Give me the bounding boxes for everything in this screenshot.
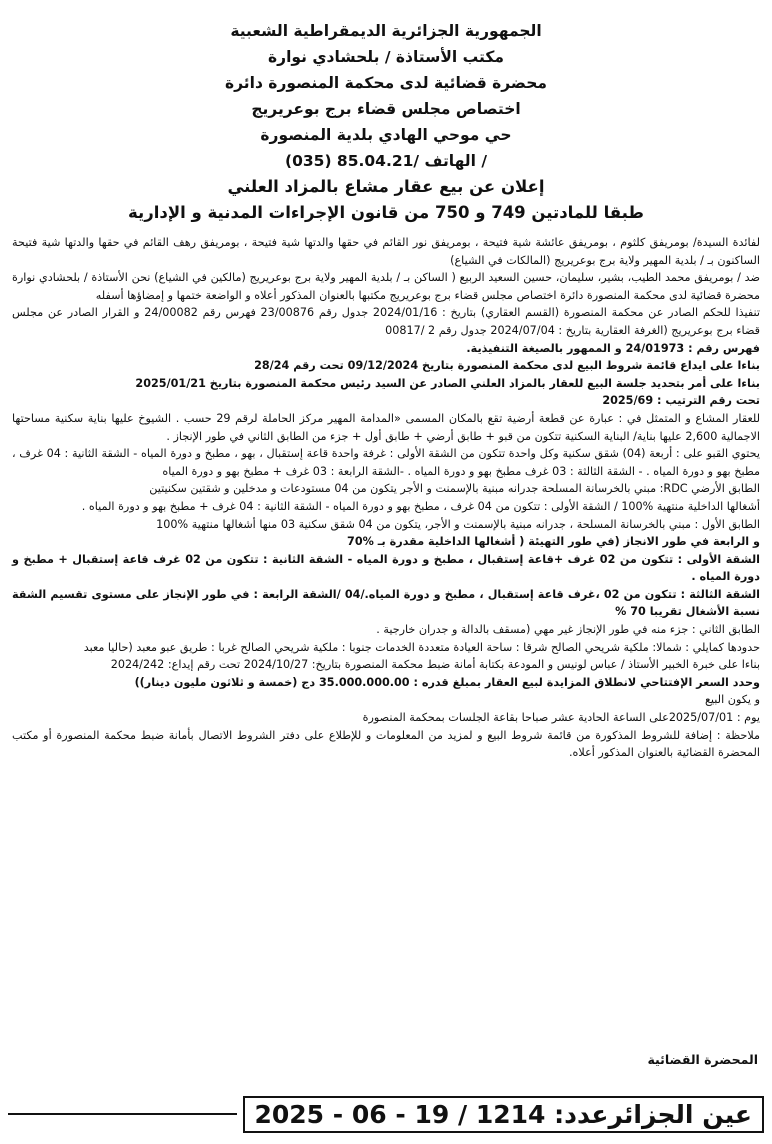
header-phone: / الهاتف /85.04.21 (035) <box>284 152 488 170</box>
paragraph-apartments-3-4: الشقة الثالثة : تتكون من 02 ،غرف قاعة إستقبال ، مطبخ و دورة المياه./04 /الشقة الرابعة : في طور الإنجاز على مستوى تقسيم الشقة نسبة الأشغال تقريبا 70 % <box>12 587 761 619</box>
paragraph-defendants: ضد / بومريفق محمد الطيب، بشير، سليمان، حسين السعيد الربيع ( الساكن بـ / بلدية المهير ولاية برج بوعريريج (مالكين في الشياع) نحن الأستاذة / بلحشادي نوارة محضرة قضائية لدى محكمة المنصورة دائرة اختصاص مجلس قضاء برج بوعريريج مكتبها بالعنوان المذكور أعلاه و الواضعة ختمها و إمضاؤها أسفله <box>12 271 760 302</box>
paragraph-note: ملاحظة : إضافة للشروط المذكورة من قائمة شروط البيع و لمزيد من المعلومات و للإطلاع على دفتر الشروط الاتصال بأمانة ضبط محكمة المنصورة أو مكتب المحضرة القضائية بالعنوان المذكور أعلاه. <box>12 728 760 760</box>
legal-reference: طبقا للمادتين 749 و 750 من قانون الإجراءات المدنية و الإدارية <box>128 203 644 222</box>
paragraph-sale: و يكون البيع <box>704 693 760 707</box>
paragraph-order: بناءا على أمر بتحديد جلسة البيع للعقار بالمزاد العلني الصادر عن السيد رئيس محكمة المنصورة بتاريخ 2025/01/21 <box>135 376 760 390</box>
header-bailiff: محضرة قضائية لدى محكمة المنصورة دائرة <box>225 74 547 92</box>
signature-label: المحضرة القضائية <box>647 1052 758 1067</box>
footer-bar <box>8 1090 764 1138</box>
paragraph-expertise: بناءا على خبرة الخبير الأستاذ / عباس لونيس و المودعة بكتابة أمانة ضبط محكمة المنصورة بتاريخ: 2024/10/27 تحت رقم إيداع: 2024/242 <box>110 658 760 672</box>
paragraph-deposit: بناءا على ايداع قائمة شروط البيع لدى محكمة المنصورة بتاريخ 09/12/2024 تحت رقم 28/24 <box>254 359 760 373</box>
paragraph-sale-date: يوم : 2025/07/01على الساعة الحادية عشر صباحا بقاعة الجلسات بمحكمة المنصورة <box>362 711 760 725</box>
header-republic: الجمهورية الجزائرية الديمقراطية الشعبية <box>230 22 542 40</box>
paragraph-property: للعقار المشاع و المتمثل في : عبارة عن قطعة أرضية تقع بالمكان المسمى «المدامة المهير مركز الحاملة لرقم 29 حسب . الشيوخ عليها بناية سكنية مساحتها الاجمالية 2,600 عليها بناية/ البناية السكنية تتكون من قبو + طابق أرضي + طابق أول + جزء من الطابق الثاني في طور الإنجاز . <box>12 411 760 443</box>
paragraph-boundaries: حدودها كمايلي : شمالا: ملكية شريحي الصالح شرقا : ساحة العيادة متعددة الخدمات جنوبا : ملكية شريحي الصالح غربا : طريق عبو معبد (حاليا معبد <box>83 640 760 654</box>
paragraph-ground-floor: الطابق الأرضي RDC: مبني بالخرسانة المسلحة جدرانه مبنية بالإسمنت و الأجر يتكون من 04 مستودعات و مدخلين و شقتين سكنيتين <box>149 482 760 496</box>
announcement-body <box>12 234 760 762</box>
paragraph-index: فهرس رقم : 24/01973 و الممهور بالصيغة التنفيذية. <box>466 341 760 355</box>
announcement-title: إعلان عن بيع عقار مشاع بالمزاد العلني <box>227 177 545 196</box>
paragraph-second-floor: الطابق الثاني : جزء منه في طور الإنجاز غير مهي (مسقف بالدالة و جدران خارجية . <box>376 623 760 637</box>
paragraph-basement: يحتوي القبو على : أربعة (04) شقق سكنية وكل واحدة تتكون من الشقة الأولى : غرفة واحدة قاعة إستقبال ، بهو ، مطبخ و دورة المياه - الشقة الثانية : 04 غرف ، مطبخ بهو و دورة المياه . - الشقة الثالثة : 03 غرف مطبخ بهو و دورة المياه . -الشقة الرابعة : 03 غرف + مطبخ بهو و دورة المياه <box>12 447 761 478</box>
paragraph-fourth-apartment: و الرابعة في طور الانجاز (في طور التهيئة ( أشغالها الداخلية مقدرة بـ %70 <box>347 535 760 549</box>
paragraph-opening-price: وحدد السعر الإفتتاحي لانطلاق المزايدة لبيع العقار بمبلغ قدره : 35.000.000.00 دج (خمسة و ثلاثون مليون دينار)) <box>134 675 760 689</box>
paragraph-first-floor: الطابق الأول : مبني بالخرسانة المسلحة ، جدرانه مبنية بالإسمنت و الأجر، يتكون من 04 شقق سكنية 03 منها أشغالها منتهية %100 <box>156 517 760 531</box>
paragraph-ground-finish: أشغالها الداخلية منتهية %100 / الشقة الأولى : تتكون من 04 غرف ، مطبخ بهو و دورة المياه - الشقة الثانية : 04 غرف + مطبخ بهو و دورة المياه . <box>81 499 760 513</box>
footer-rule <box>8 1113 237 1115</box>
paragraph-judgment: تنفيذا للحكم الصادر عن محكمة المنصورة (القسم العقاري) بتاريخ : 2024/01/16 جدول رقم 23/00876 فهرس رقم 24/00082 و القرار الصادر عن مجلس قضاء برج بوعريريج (الغرفة العقارية بتاريخ : 2024/07/04 جدول رقم 2 /00817 <box>12 306 760 337</box>
paragraph-apartments-1-2: الشقة الأولى : تتكون من 02 غرف +قاعة إستقبال ، مطبخ و دورة المياه - الشقة الثانية : تتكون من 02 غرف قاعة إستقبال + مطبخ و دورة المياه . <box>12 552 760 584</box>
newspaper-stamp: عين الجزائرعدد: 1214 / 19 - 06 - 2025 <box>243 1096 765 1133</box>
paragraph-plaintiffs: لفائدة السيدة/ بومريفق كلثوم ، بومريفق عائشة شية فتيحة ، بومريفق نور القائم في حقها والدتها شية فتيحة ، بومريفق رهف القائم في حقها والدتها شية فتيحة الساكنون بـ / بلدية المهير ولاية برج بوعريريج (المالكات في الشياع) <box>12 236 760 267</box>
header-address: حي موحي الهادي بلدية المنصورة <box>260 126 512 144</box>
header-jurisdiction: اختصاص مجلس قضاء برج بوعريريج <box>251 100 521 118</box>
header-office: مكتب الأستاذة / بلحشادي نوارة <box>268 48 504 66</box>
header-block <box>12 18 760 226</box>
paragraph-order-number: تحت رقم الترتيب : 2025/69 <box>602 394 760 408</box>
